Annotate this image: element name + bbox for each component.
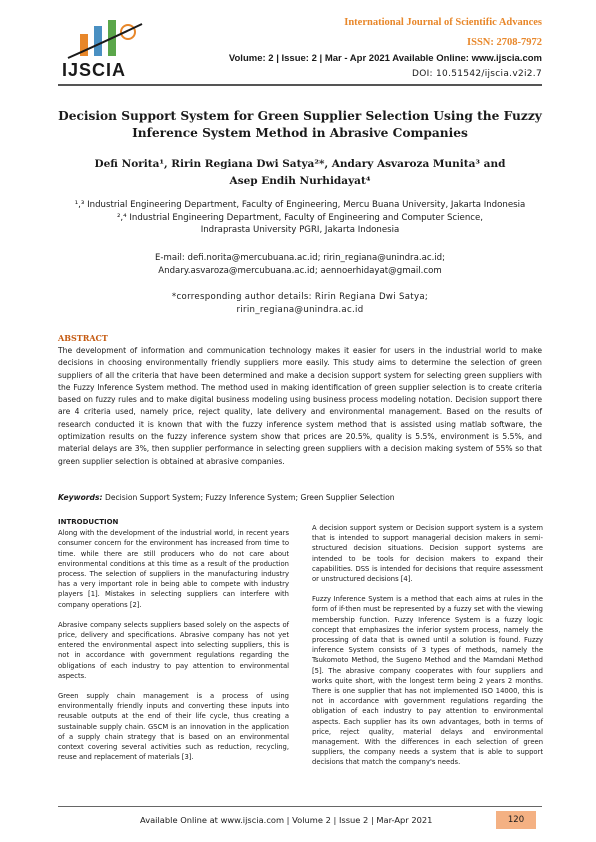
logo-emblem-icon <box>58 14 150 64</box>
body-column-right <box>312 523 543 778</box>
keywords-label: Keywords: <box>58 493 103 502</box>
author-list <box>58 156 542 190</box>
authors-line-2: Asep Endih Nurhidayat⁴ <box>229 175 371 187</box>
doi: DOI: 10.51542/ijscia.v2i2.7 <box>411 69 542 79</box>
affiliation-line-1: ¹,³ Industrial Engineering Department, Faculty of Engineering, Mercu Buana University, Jakarta Indonesia <box>74 200 526 210</box>
authors-line-1: Defi Norita¹, Ririn Regiana Dwi Satya²*, Andary Asvaroza Munita³ and <box>94 158 506 170</box>
body-column-left <box>58 517 289 772</box>
body-paragraph: Abrasive company selects suppliers based solely on the aspects of price, delivery and specifications. Abrasive company has not yet entered the environmental aspect into selecting suppliers, this is not in accordance with government regulations regarding the obligations of each industry to pay attention to environmental aspects. <box>58 620 289 680</box>
body-paragraph: Green supply chain management is a process of using environmentally friendly inputs and converting these inputs into reusable outputs at the end of their life cycle, thus creating a sustainable supply chain. GSCM is an innovation in the application of a supply chain strategy that is based on an environmental context covering several activities such as reduction, recycling, reuse and replacement of materials [3]. <box>58 692 289 762</box>
email-line-1: E-mail: defi.norita@mercubuana.ac.id; ririn_regiana@unindra.ac.id; <box>154 253 446 263</box>
affiliation-line-3: Indraprasta University PGRI, Jakarta Indonesia <box>200 225 400 235</box>
volume-issue-line: Volume: 2 | Issue: 2 | Mar - Apr 2021 Available Online: www.ijscia.com <box>228 53 542 64</box>
body-paragraph: Along with the development of the industrial world, in recent years consumer concern for the environment has increased from time to time. while there are still producers who do not care about environmental conditions at this time as a result of the production process. The selection of suppliers in the manufacturing industry has a very important role in being able to compete with industry players [1]. Mistakes in selecting suppliers can interfere with company operations [2]. <box>58 529 289 609</box>
footer-text: Available Online at www.ijscia.com | Volume 2 | Issue 2 | Mar-Apr 2021 <box>140 815 433 825</box>
issn: ISSN: 2708-7972 <box>467 37 542 48</box>
keywords <box>58 492 542 503</box>
author-emails <box>58 252 542 277</box>
corresponding-author <box>58 291 542 316</box>
introduction-heading: INTRODUCTION <box>58 518 119 526</box>
journal-name: International Journal of Scientific Advances <box>344 17 542 28</box>
page-number: 120 <box>496 811 536 829</box>
abstract-heading: ABSTRACT <box>58 333 108 343</box>
body-paragraph: A decision support system or Decision support system is a system that is intended to support managerial decision makers in semi-structured decision situations. Decision support systems are intended to be tools for decision makers to expand their capabilities. DSS is intended for decisions that require assessment or unstructured decisions [4]. <box>312 524 543 584</box>
footer-divider <box>58 806 542 807</box>
title-line-2: Inference System Method in Abrasive Companies <box>132 126 468 140</box>
abstract-body: The development of information and communication technology makes it easier for users in the industrial world to make decisions in choosing environmentally friendly suppliers more easily. This study aims to determine the selection of green suppliers of all the criteria that have been determined and make a decision support system for selecting green suppliers with the Fuzzy Inference System method. The method used in making identification of green supplier selection is to create criteria based on fuzzy rules and to make digital business modeling using business process modeling notation. Decision support there are 4 criteria used, namely price, reject quality, late delivery and environmental management. Based on the results of research conducted it is known that with the fuzzy inference system method that is assisted using matlab software, the optimization results on the fuzzy inference system show that prices are 20.5%, quality is 5.5%, environment is 5.5%, and material delays are 3%, then supplier performance in selecting green suppliers with a decision making system of 55% so that green supplier selection is obtained at abrasive companies. <box>58 346 542 466</box>
header-divider <box>58 84 542 86</box>
email-line-2: Andary.asvaroza@mercubuana.ac.id; aennoerhidayat@gmail.com <box>158 265 442 276</box>
paper-title <box>58 108 542 142</box>
corresp-line-2: ririn_regiana@unindra.ac.id <box>236 304 364 315</box>
title-line-1: Decision Support System for Green Supplier Selection Using the Fuzzy <box>58 109 542 123</box>
keywords-text: Decision Support System; Fuzzy Inference System; Green Supplier Selection <box>104 493 395 502</box>
affiliations <box>40 199 560 237</box>
affiliation-line-2: ²,⁴ Industrial Engineering Department, Faculty of Engineering and Computer Science, <box>116 212 484 223</box>
logo-text: IJSCIA <box>62 60 127 80</box>
body-paragraph: Fuzzy Inference System is a method that each aims at rules in the form of if-then must be represented by a fuzzy set with the viewing membership function. Fuzzy Inference System is a fuzzy logic concept that emphasizes the inferior system process, namely the processing of data that is owned until a solution is found. Fuzzy inference System consists of 3 types of methods, namely the Tsukomoto Method, the Sugeno Method and the Mamdani Method [5]. The abrasive company cooperates with four suppliers and works quite short, with the longest term being 2 years 2 months. There is one supplier that has not implemented ISO 14000, this is not in accordance with government regulations regarding the obligation of each industry to pay attention to environmental aspects. Each supplier has its own advantages, both in terms of price, reject quality, material delays and environmental management. With the differences in each selection of green suppliers, the company needs a system that is able to support decisions that match the company's needs. <box>312 595 543 767</box>
corresp-line-1: *corresponding author details: Ririn Regiana Dwi Satya; <box>171 292 429 302</box>
